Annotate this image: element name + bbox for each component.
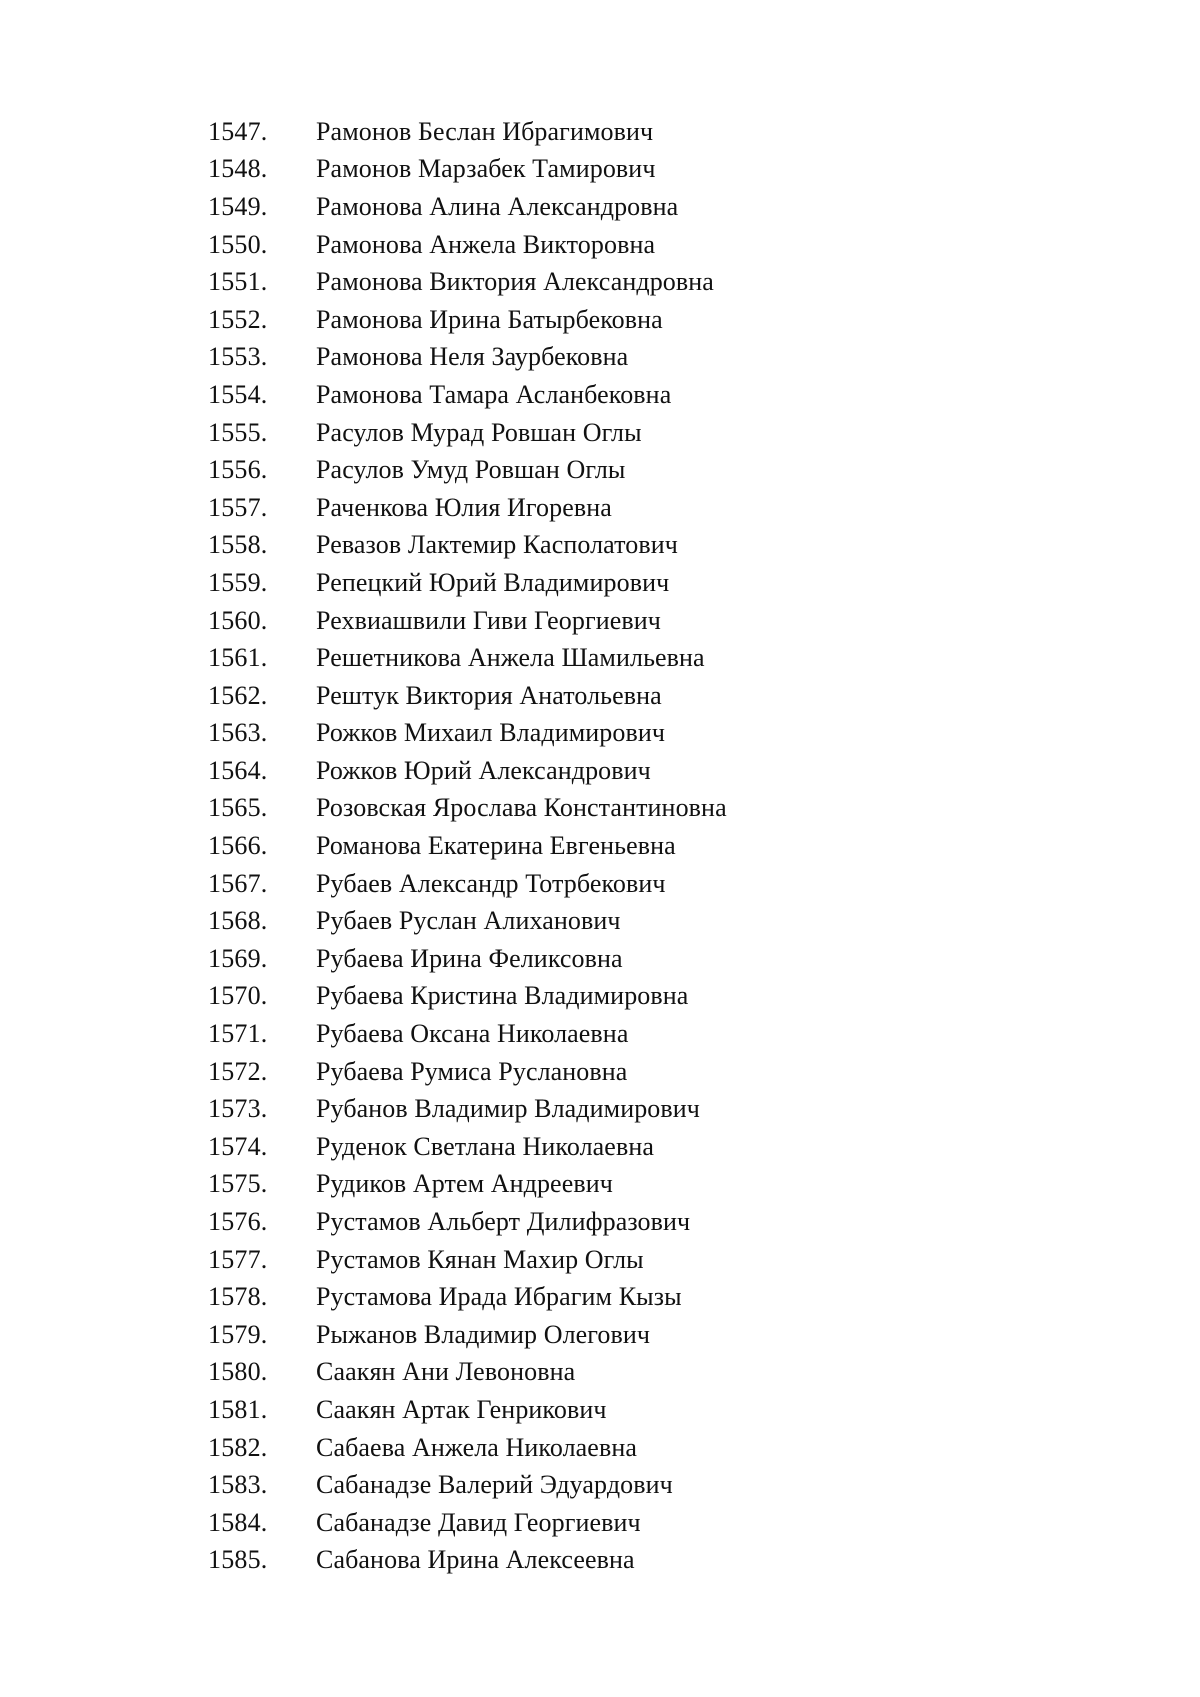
list-item <box>208 1504 727 1542</box>
entry-name: Рамонов Марзабек Тамирович <box>316 154 656 184</box>
list-item <box>208 113 727 151</box>
entry-number: 1555. <box>208 417 268 447</box>
entry-name: Рубаева Румиса Руслановна <box>316 1056 628 1086</box>
list-item <box>208 414 727 452</box>
entry-name: Решетникова Анжела Шамильевна <box>316 643 705 673</box>
entry-number: 1575. <box>208 1169 268 1199</box>
entry-number: 1561. <box>208 643 268 673</box>
list-item <box>208 1542 727 1580</box>
list-item <box>208 489 727 527</box>
list-item <box>208 865 727 903</box>
entry-name: Рамонова Неля Заурбековна <box>316 342 629 372</box>
entry-name: Саакян Артак Генрикович <box>316 1394 607 1424</box>
entry-number: 1567. <box>208 868 268 898</box>
entry-name: Рожков Юрий Александрович <box>316 755 651 785</box>
entry-name: Рамонова Алина Александровна <box>316 191 679 221</box>
list-item <box>208 1354 727 1392</box>
entry-name: Розовская Ярослава Константиновна <box>316 793 727 823</box>
entry-number: 1574. <box>208 1131 268 1161</box>
entry-number: 1583. <box>208 1470 268 1500</box>
entry-number: 1558. <box>208 530 268 560</box>
list-item <box>208 1053 727 1091</box>
entry-name: Рубаева Оксана Николаевна <box>316 1019 629 1049</box>
list-item <box>208 677 727 715</box>
entry-name: Рустамов Кянан Махир Оглы <box>316 1244 644 1274</box>
entry-number: 1560. <box>208 605 268 635</box>
entry-name: Расулов Умуд Ровшан Оглы <box>316 455 626 485</box>
list-item <box>208 715 727 753</box>
entry-number: 1563. <box>208 718 268 748</box>
entry-name: Ревазов Лактемир Касполатович <box>316 530 678 560</box>
entry-name: Рехвиашвили Гиви Георгиевич <box>316 605 661 635</box>
entry-number: 1582. <box>208 1432 268 1462</box>
entry-number: 1549. <box>208 191 268 221</box>
list-item <box>208 376 727 414</box>
list-item <box>208 339 727 377</box>
entry-name: Раченкова Юлия Игоревна <box>316 492 612 522</box>
entry-name: Рамонова Ирина Батырбековна <box>316 304 663 334</box>
entry-name: Рамонова Тамара Асланбековна <box>316 379 672 409</box>
entry-number: 1577. <box>208 1244 268 1274</box>
entry-number: 1585. <box>208 1545 268 1575</box>
entry-name: Сабаева Анжела Николаевна <box>316 1432 637 1462</box>
entry-number: 1571. <box>208 1019 268 1049</box>
entry-number: 1570. <box>208 981 268 1011</box>
entry-number: 1576. <box>208 1207 268 1237</box>
entry-number: 1557. <box>208 492 268 522</box>
entry-name: Рожков Михаил Владимирович <box>316 718 666 748</box>
entry-number: 1547. <box>208 116 268 146</box>
entry-name: Рустамов Альберт Дилифразович <box>316 1207 691 1237</box>
list-item <box>208 527 727 565</box>
entry-number: 1554. <box>208 379 268 409</box>
entry-name: Романова Екатерина Евгеньевна <box>316 831 676 861</box>
entry-name: Рамонова Виктория Александровна <box>316 267 714 297</box>
entry-number: 1556. <box>208 455 268 485</box>
list-item <box>208 1128 727 1166</box>
list-item <box>208 752 727 790</box>
entry-number: 1569. <box>208 943 268 973</box>
list-item <box>208 1241 727 1279</box>
entry-name: Сабанадзе Валерий Эдуардович <box>316 1470 673 1500</box>
entry-name: Рамонова Анжела Викторовна <box>316 229 656 259</box>
entry-number: 1559. <box>208 567 268 597</box>
entry-name: Рубаева Ирина Феликсовна <box>316 943 623 973</box>
list-item <box>208 1278 727 1316</box>
entry-number: 1568. <box>208 906 268 936</box>
list-item <box>208 451 727 489</box>
list-item <box>208 827 727 865</box>
entry-name: Сабанова Ирина Алексеевна <box>316 1545 635 1575</box>
entry-number: 1550. <box>208 229 268 259</box>
entry-number: 1580. <box>208 1357 268 1387</box>
numbered-name-list <box>208 113 727 1579</box>
list-item <box>208 1466 727 1504</box>
entry-name: Репецкий Юрий Владимирович <box>316 567 670 597</box>
list-item <box>208 1015 727 1053</box>
entry-number: 1551. <box>208 267 268 297</box>
entry-name: Рубаева Кристина Владимировна <box>316 981 689 1011</box>
entry-name: Сабанадзе Давид Георгиевич <box>316 1507 641 1537</box>
entry-number: 1548. <box>208 154 268 184</box>
entry-name: Саакян Ани Левоновна <box>316 1357 576 1387</box>
entry-name: Расулов Мурад Ровшан Оглы <box>316 417 642 447</box>
list-item <box>208 263 727 301</box>
entry-number: 1581. <box>208 1394 268 1424</box>
entry-name: Рыжанов Владимир Олегович <box>316 1319 651 1349</box>
list-item <box>208 1316 727 1354</box>
entry-name: Рудиков Артем Андреевич <box>316 1169 613 1199</box>
entry-number: 1564. <box>208 755 268 785</box>
entry-number: 1566. <box>208 831 268 861</box>
list-item <box>208 1203 727 1241</box>
entry-number: 1573. <box>208 1094 268 1124</box>
list-item <box>208 639 727 677</box>
entry-number: 1572. <box>208 1056 268 1086</box>
list-item <box>208 1166 727 1204</box>
entry-number: 1584. <box>208 1507 268 1537</box>
list-item <box>208 790 727 828</box>
entry-name: Рубанов Владимир Владимирович <box>316 1094 700 1124</box>
entry-name: Рустамова Ирада Ибрагим Кызы <box>316 1282 682 1312</box>
entry-number: 1553. <box>208 342 268 372</box>
entry-number: 1579. <box>208 1319 268 1349</box>
list-item <box>208 226 727 264</box>
entry-name: Рештук Виктория Анатольевна <box>316 680 662 710</box>
entry-name: Руденок Светлана Николаевна <box>316 1131 654 1161</box>
list-item <box>208 940 727 978</box>
list-item <box>208 1391 727 1429</box>
entry-number: 1562. <box>208 680 268 710</box>
entry-number: 1565. <box>208 793 268 823</box>
list-item <box>208 151 727 189</box>
entry-number: 1578. <box>208 1282 268 1312</box>
list-item <box>208 301 727 339</box>
entry-name: Рубаев Руслан Алиханович <box>316 906 621 936</box>
list-item <box>208 1429 727 1467</box>
entry-name: Рамонов Беслан Ибрагимович <box>316 116 654 146</box>
list-item <box>208 902 727 940</box>
list-item <box>208 564 727 602</box>
list-item <box>208 1090 727 1128</box>
entry-name: Рубаев Александр Тотрбекович <box>316 868 666 898</box>
list-item <box>208 188 727 226</box>
list-item <box>208 602 727 640</box>
entry-number: 1552. <box>208 304 268 334</box>
list-item <box>208 978 727 1016</box>
